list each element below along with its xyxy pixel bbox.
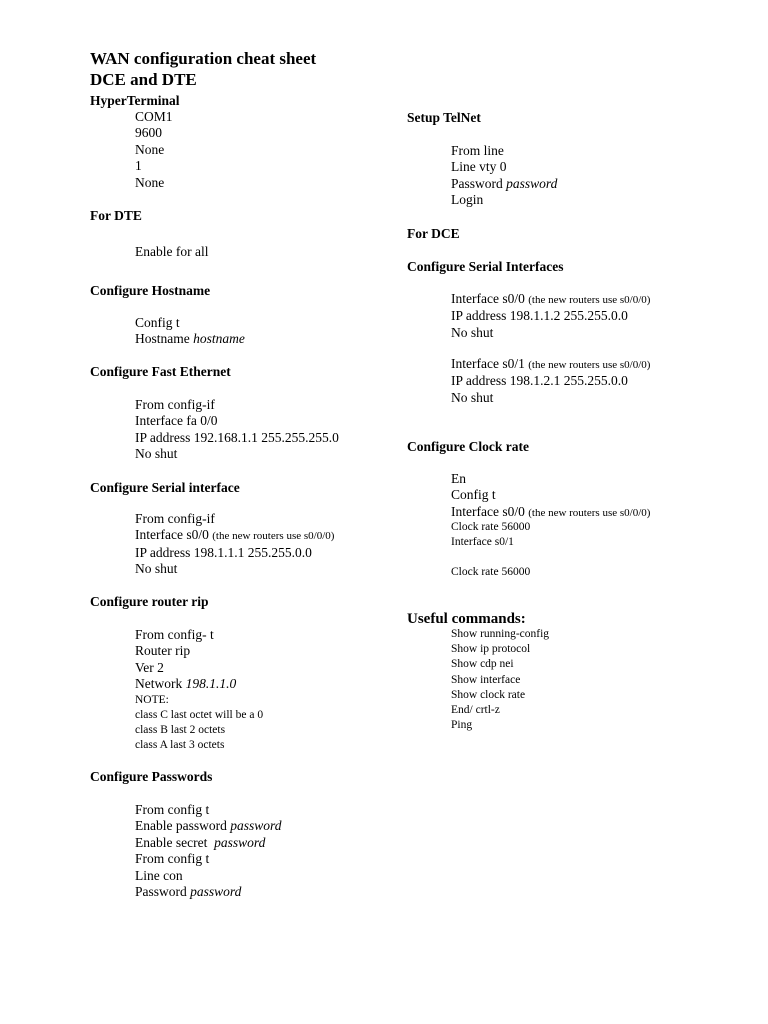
command-text: Interface s0/0: [451, 291, 529, 306]
list-item: Show cdp nei: [451, 658, 514, 671]
clock-rate-heading: Configure Clock rate: [407, 439, 529, 454]
serial-interfaces-heading: Configure Serial Interfaces: [407, 259, 564, 274]
command-line: From config- t: [135, 627, 214, 642]
useful-commands-heading: Useful commands:: [407, 611, 526, 627]
list-item: Show running-config: [451, 628, 550, 640]
fast-ethernet-commands: [135, 397, 339, 463]
note-text: (the new routers use s0/0/0): [528, 359, 651, 371]
command-line: Line con: [135, 867, 183, 883]
for-dce-heading: For DCE: [407, 226, 460, 241]
command-text: Password: [135, 884, 191, 900]
title-line-1: WAN configuration cheat sheet: [90, 49, 317, 68]
command-line: Config t: [135, 315, 180, 330]
telnet-heading: Setup TelNet: [407, 110, 481, 125]
note-text: (the new routers use s0/0/0): [528, 506, 651, 519]
command-line: IP address 198.1.2.1 255.255.0.0: [451, 373, 628, 389]
command-line: Router rip: [135, 643, 191, 659]
serial-interface-commands: [135, 511, 334, 578]
list-item: None: [135, 141, 165, 157]
command-line: [135, 527, 334, 544]
command-text: Password: [451, 175, 507, 191]
command-line: [451, 291, 650, 308]
list-item: Show clock rate: [451, 688, 526, 701]
command-line: IP address 198.1.1.1 255.255.0.0: [135, 544, 312, 560]
note-line: class A last 3 octets: [135, 739, 225, 751]
placeholder-text: password: [506, 175, 558, 191]
command-text: Hostname: [135, 331, 194, 347]
list-item: Show interface: [451, 673, 521, 686]
command-line: No shut: [451, 389, 494, 405]
clock-rate-commands: [451, 471, 650, 521]
rip-notes: [135, 693, 263, 753]
command-line: [451, 504, 650, 521]
command-line: [135, 884, 282, 900]
hostname-commands: [135, 315, 245, 348]
command-line: En: [451, 471, 466, 486]
list-item: COM1: [135, 109, 173, 124]
for-dte-heading: For DTE: [90, 208, 142, 223]
list-item: 1: [135, 158, 142, 174]
note-text: (the new routers use s0/0/0): [212, 530, 335, 543]
title-line-2: DCE and DTE: [90, 70, 197, 89]
command-text: Enable secret: [135, 834, 215, 850]
placeholder-text: password: [190, 884, 242, 900]
hostname-heading: Configure Hostname: [90, 283, 211, 298]
command-line: Line vty 0: [451, 159, 507, 175]
list-item: None: [135, 174, 165, 190]
note-line: class C last octet will be a 0: [135, 709, 264, 721]
command-line: From config t: [135, 851, 210, 867]
command-line: From line: [451, 143, 504, 158]
command-text: Network: [135, 676, 186, 692]
placeholder-text: password: [214, 834, 266, 850]
placeholder-text: hostname: [193, 331, 245, 347]
command-line: Interface s0/1: [451, 536, 514, 548]
command-line: Clock rate 56000: [451, 521, 531, 533]
command-line: Interface fa 0/0: [135, 413, 218, 429]
hyperterminal-list: [135, 109, 173, 191]
telnet-commands: [451, 143, 557, 209]
serial-interfaces-group-b: [451, 356, 650, 406]
serial-interface-heading: Configure Serial interface: [90, 480, 240, 495]
note-line: NOTE:: [135, 694, 169, 706]
list-item: Show ip protocol: [451, 643, 531, 656]
list-item: 9600: [135, 125, 162, 141]
serial-interfaces-group-a: [451, 291, 650, 341]
command-line: No shut: [135, 446, 178, 462]
clock-rate-small-commands: [451, 520, 530, 550]
router-rip-commands: [135, 627, 236, 693]
command-text: Interface s0/0: [135, 527, 213, 543]
document-title: [90, 48, 316, 90]
note-text: (the new routers use s0/0/0): [528, 294, 651, 306]
command-line: Login: [451, 192, 484, 208]
list-item: End/ crtl-z: [451, 704, 500, 717]
command-line: [135, 331, 245, 347]
useful-commands-list: [451, 627, 549, 733]
command-line: [135, 676, 236, 692]
passwords-commands: [135, 802, 282, 900]
command-line: From config-if: [135, 511, 215, 526]
command-line: Ver 2: [135, 659, 164, 675]
passwords-heading: Configure Passwords: [90, 769, 213, 784]
command-line: From config t: [135, 802, 210, 817]
command-line: [451, 176, 557, 192]
clock-rate-final: Clock rate 56000: [451, 566, 531, 578]
command-line: IP address 198.1.1.2 255.255.0.0: [451, 308, 628, 324]
router-rip-heading: Configure router rip: [90, 594, 209, 609]
command-text: Interface s0/0: [451, 503, 529, 519]
network-value: 198.1.1.0: [185, 676, 237, 692]
hyperterminal-heading: HyperTerminal: [90, 93, 180, 108]
list-item: Ping: [451, 719, 473, 732]
command-line: Config t: [451, 487, 496, 503]
fast-ethernet-heading: Configure Fast Ethernet: [90, 364, 231, 379]
command-line: IP address 192.168.1.1 255.255.255.0: [135, 429, 339, 445]
command-line: [135, 835, 282, 851]
placeholder-text: password: [230, 818, 282, 834]
command-line: [451, 356, 650, 373]
command-line: No shut: [451, 324, 494, 340]
command-line: From config-if: [135, 397, 215, 412]
command-text: Interface s0/1: [451, 356, 529, 371]
command-line: [135, 818, 282, 834]
command-line: No shut: [135, 561, 178, 577]
for-dte-text: Enable for all: [135, 244, 209, 259]
note-line: class B last 2 octets: [135, 724, 226, 736]
command-text: Enable password: [135, 818, 231, 834]
